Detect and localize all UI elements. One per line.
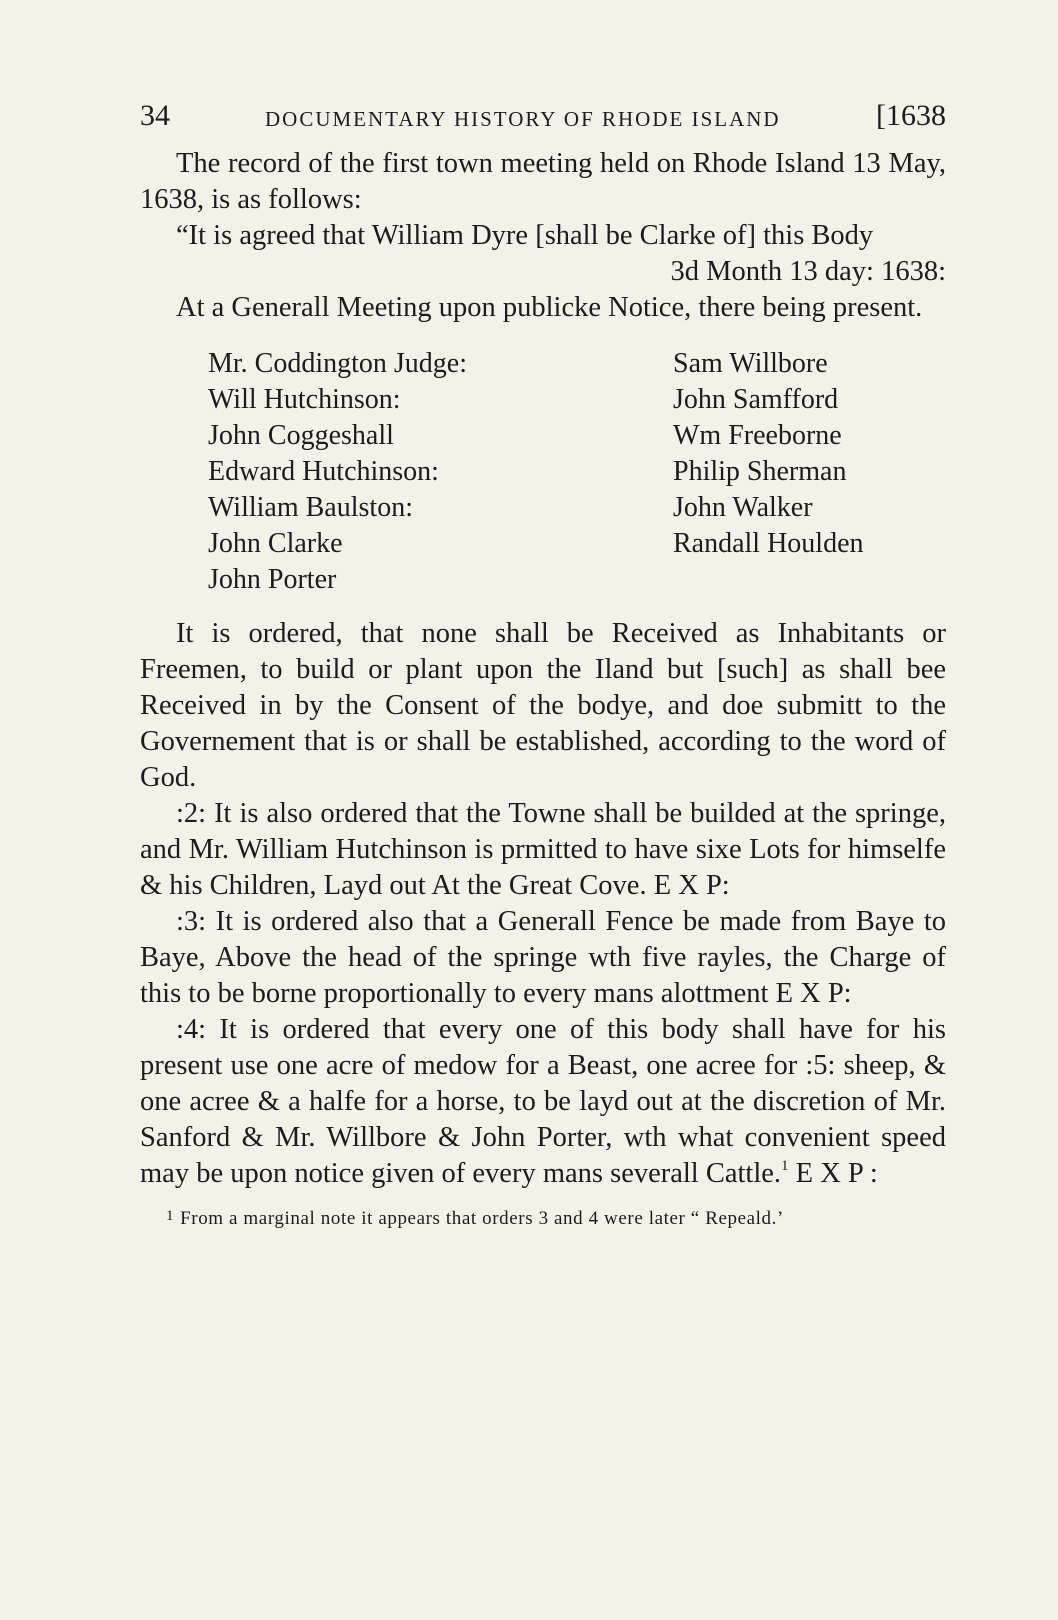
footnote-text: From a marginal note it appears that orders 3 and 4 were later “ Repeald.’ — [180, 1208, 784, 1229]
order-paragraph-last — [140, 1012, 946, 1192]
order-text: :4: It is ordered that every one of this body shall have for his present use one acre of medow for a Beast, one acree for :5: sheep, & one acree & a halfe for a horse, to be layd out at the discretion of Mr. Sanford & Mr. Willbore & John Porter, wth what convenient speed may be upon notice given of every mans severall Cattle. — [140, 1014, 946, 1189]
attendee-name: Sam Willbore — [673, 348, 828, 379]
date-line: 3d Month 13 day: 1638: — [670, 256, 946, 287]
attendee-column-left — [208, 346, 628, 598]
attendee-name: Mr. Coddington Judge: — [208, 348, 468, 379]
order-tail: E X P : — [788, 1158, 878, 1189]
footnote — [140, 1204, 946, 1231]
attendee-name: John Coggeshall — [208, 420, 394, 451]
intro-paragraph: The record of the first town meeting held on Rhode Island 13 May, 1638, is as follows: — [140, 148, 946, 215]
attendee-list — [140, 346, 946, 598]
running-year: [1638 — [876, 99, 946, 132]
footnote-reference[interactable]: 1 — [781, 1158, 789, 1174]
attendee-name: Wm Freeborne — [673, 420, 842, 451]
attendee-name: Randall Houlden — [673, 528, 864, 559]
running-title: DOCUMENTARY HISTORY OF RHODE ISLAND — [265, 107, 781, 131]
attendee-name: John Walker — [673, 492, 813, 523]
attendee-name: John Porter — [208, 564, 337, 595]
order-paragraph: :2: It is also ordered that the Towne shall be builded at the springe, and Mr. William Hutchinson is prmitted to have sixe Lots for himselfe & his Children, Layd out At the Great Cove. E X P: — [140, 798, 946, 901]
attendee-name: John Samfford — [673, 384, 839, 415]
order-paragraph: :3: It is ordered also that a Generall Fence be made from Baye to Baye, Above the head of the springe wth five rayles, the Charge of this to be borne proportionally to every mans alottment E X P: — [140, 906, 946, 1009]
meeting-line: At a Generall Meeting upon publicke Notice, there being present. — [176, 292, 923, 323]
attendee-name: Philip Sherman — [673, 456, 847, 487]
page-number: 34 — [140, 99, 170, 132]
quote-opening: “It is agreed that William Dyre [shall be Clarke of] this Body — [176, 220, 874, 251]
attendee-name: Will Hutchinson: — [208, 384, 401, 415]
footnote-mark: 1 — [166, 1208, 175, 1224]
attendee-name: Edward Hutchinson: — [208, 456, 439, 487]
running-head — [140, 96, 946, 136]
attendee-column-right — [673, 346, 953, 562]
attendee-name: William Baulston: — [208, 492, 413, 523]
book-page — [140, 96, 946, 1231]
main-text — [140, 146, 946, 1231]
orders-section — [140, 616, 946, 1192]
order-paragraph: It is ordered, that none shall be Received as Inhabitants or Freemen, to build or plant upon the Iland but [such] as shall bee Received in by the Consent of the bodye, and doe submitt to the Governement that is or shall be established, according to the word of God. — [140, 618, 946, 793]
attendee-name: John Clarke — [208, 528, 343, 559]
